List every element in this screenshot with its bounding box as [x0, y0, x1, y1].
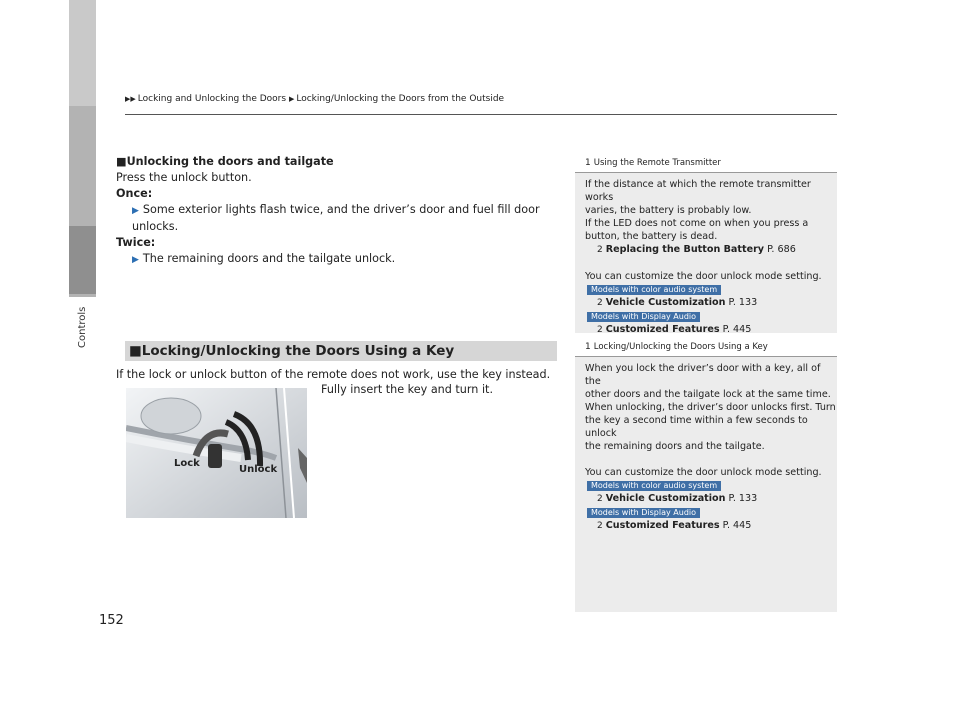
- once-label: Once:: [116, 187, 153, 200]
- square-bullet-icon: ■: [116, 155, 127, 168]
- note-line: You can customize the door unlock mode setting.: [585, 467, 822, 478]
- arrow-icon: ▶: [288, 95, 295, 103]
- breadcrumb: [125, 94, 504, 104]
- page-number: 152: [99, 613, 124, 628]
- breadcrumb-part1[interactable]: Locking and Unlocking the Doors: [137, 94, 287, 104]
- note-icon: 1: [585, 342, 591, 352]
- square-bullet-icon: ■: [129, 343, 142, 359]
- note-line: If the LED does not come on when you press a: [585, 218, 809, 229]
- note-title: 1 Using the Remote Transmitter: [575, 157, 837, 173]
- breadcrumb-part2[interactable]: Locking/Unlocking the Doors from the Outside: [296, 94, 505, 104]
- note-line: When unlocking, the driver’s door unlocks first. Turn: [585, 402, 836, 413]
- note-icon: 1: [585, 158, 591, 168]
- side-label: Controls: [77, 306, 88, 348]
- note-remote-transmitter: [575, 157, 837, 333]
- note-line: button, the battery is dead.: [585, 231, 718, 242]
- key-section-title: ■Locking/Unlocking the Doors Using a Key: [125, 341, 557, 361]
- unlock-label: Unlock: [239, 464, 278, 475]
- model-badge: Models with color audio system: [587, 481, 721, 491]
- note-line: When you lock the driver’s door with a key, all of the: [585, 363, 821, 387]
- double-arrow-icon: ▶▶: [125, 95, 136, 103]
- note-line: varies, the battery is probably low.: [585, 205, 752, 216]
- result-arrow-icon: ▶: [132, 255, 139, 265]
- note-line: the key a second time within a few seconds to unlock: [585, 415, 808, 439]
- once-text: ▶ Some exterior lights flash twice, and the driver’s door and fuel fill door unlocks.: [132, 203, 540, 233]
- model-badge: Models with Display Audio: [587, 508, 700, 518]
- twice-text: ▶ The remaining doors and the tailgate unlock.: [132, 252, 396, 265]
- ref-arrow-icon: 2: [597, 245, 603, 255]
- side-tab-marker: [69, 226, 96, 294]
- note-line: other doors and the tailgate lock at the same time.: [585, 389, 831, 400]
- note-line: If the distance at which the remote transmitter works: [585, 179, 811, 203]
- door-handle-photo: [126, 388, 307, 518]
- cross-ref[interactable]: 2 Customized Features P. 445: [597, 520, 752, 531]
- cross-ref[interactable]: 2 Vehicle Customization P. 133: [597, 493, 758, 504]
- ref-arrow-icon: 2: [597, 494, 603, 504]
- model-badge: Models with Display Audio: [587, 312, 700, 322]
- ref-arrow-icon: 2: [597, 298, 603, 308]
- note-key-locking: [575, 341, 837, 612]
- ref-arrow-icon: 2: [597, 325, 603, 335]
- result-arrow-icon: ▶: [132, 206, 139, 216]
- twice-label: Twice:: [116, 236, 156, 249]
- spacer: [585, 453, 837, 466]
- door-handle-illustration: [126, 388, 307, 518]
- note-line: the remaining doors and the tailgate.: [585, 441, 765, 452]
- note-line: You can customize the door unlock mode setting.: [585, 271, 822, 282]
- lock-label: Lock: [174, 458, 200, 469]
- note-title: 1 Locking/Unlocking the Doors Using a Key: [575, 341, 837, 357]
- side-tab-top: [69, 0, 96, 106]
- key-para2: Fully insert the key and turn it.: [321, 383, 493, 396]
- unlock-heading: ■Unlocking the doors and tailgate: [116, 155, 334, 168]
- unlock-intro: Press the unlock button.: [116, 171, 252, 184]
- header-rule: [125, 114, 837, 115]
- key-para1: If the lock or unlock button of the remote does not work, use the key instead.: [116, 368, 551, 381]
- cross-ref[interactable]: 2 Customized Features P. 445: [597, 324, 752, 335]
- unlock-section: [116, 154, 560, 268]
- spacer: [585, 257, 837, 270]
- cross-ref[interactable]: 2 Replacing the Button Battery P. 686: [597, 244, 796, 255]
- model-badge: Models with color audio system: [587, 285, 721, 295]
- cross-ref[interactable]: 2 Vehicle Customization P. 133: [597, 297, 758, 308]
- ref-arrow-icon: 2: [597, 521, 603, 531]
